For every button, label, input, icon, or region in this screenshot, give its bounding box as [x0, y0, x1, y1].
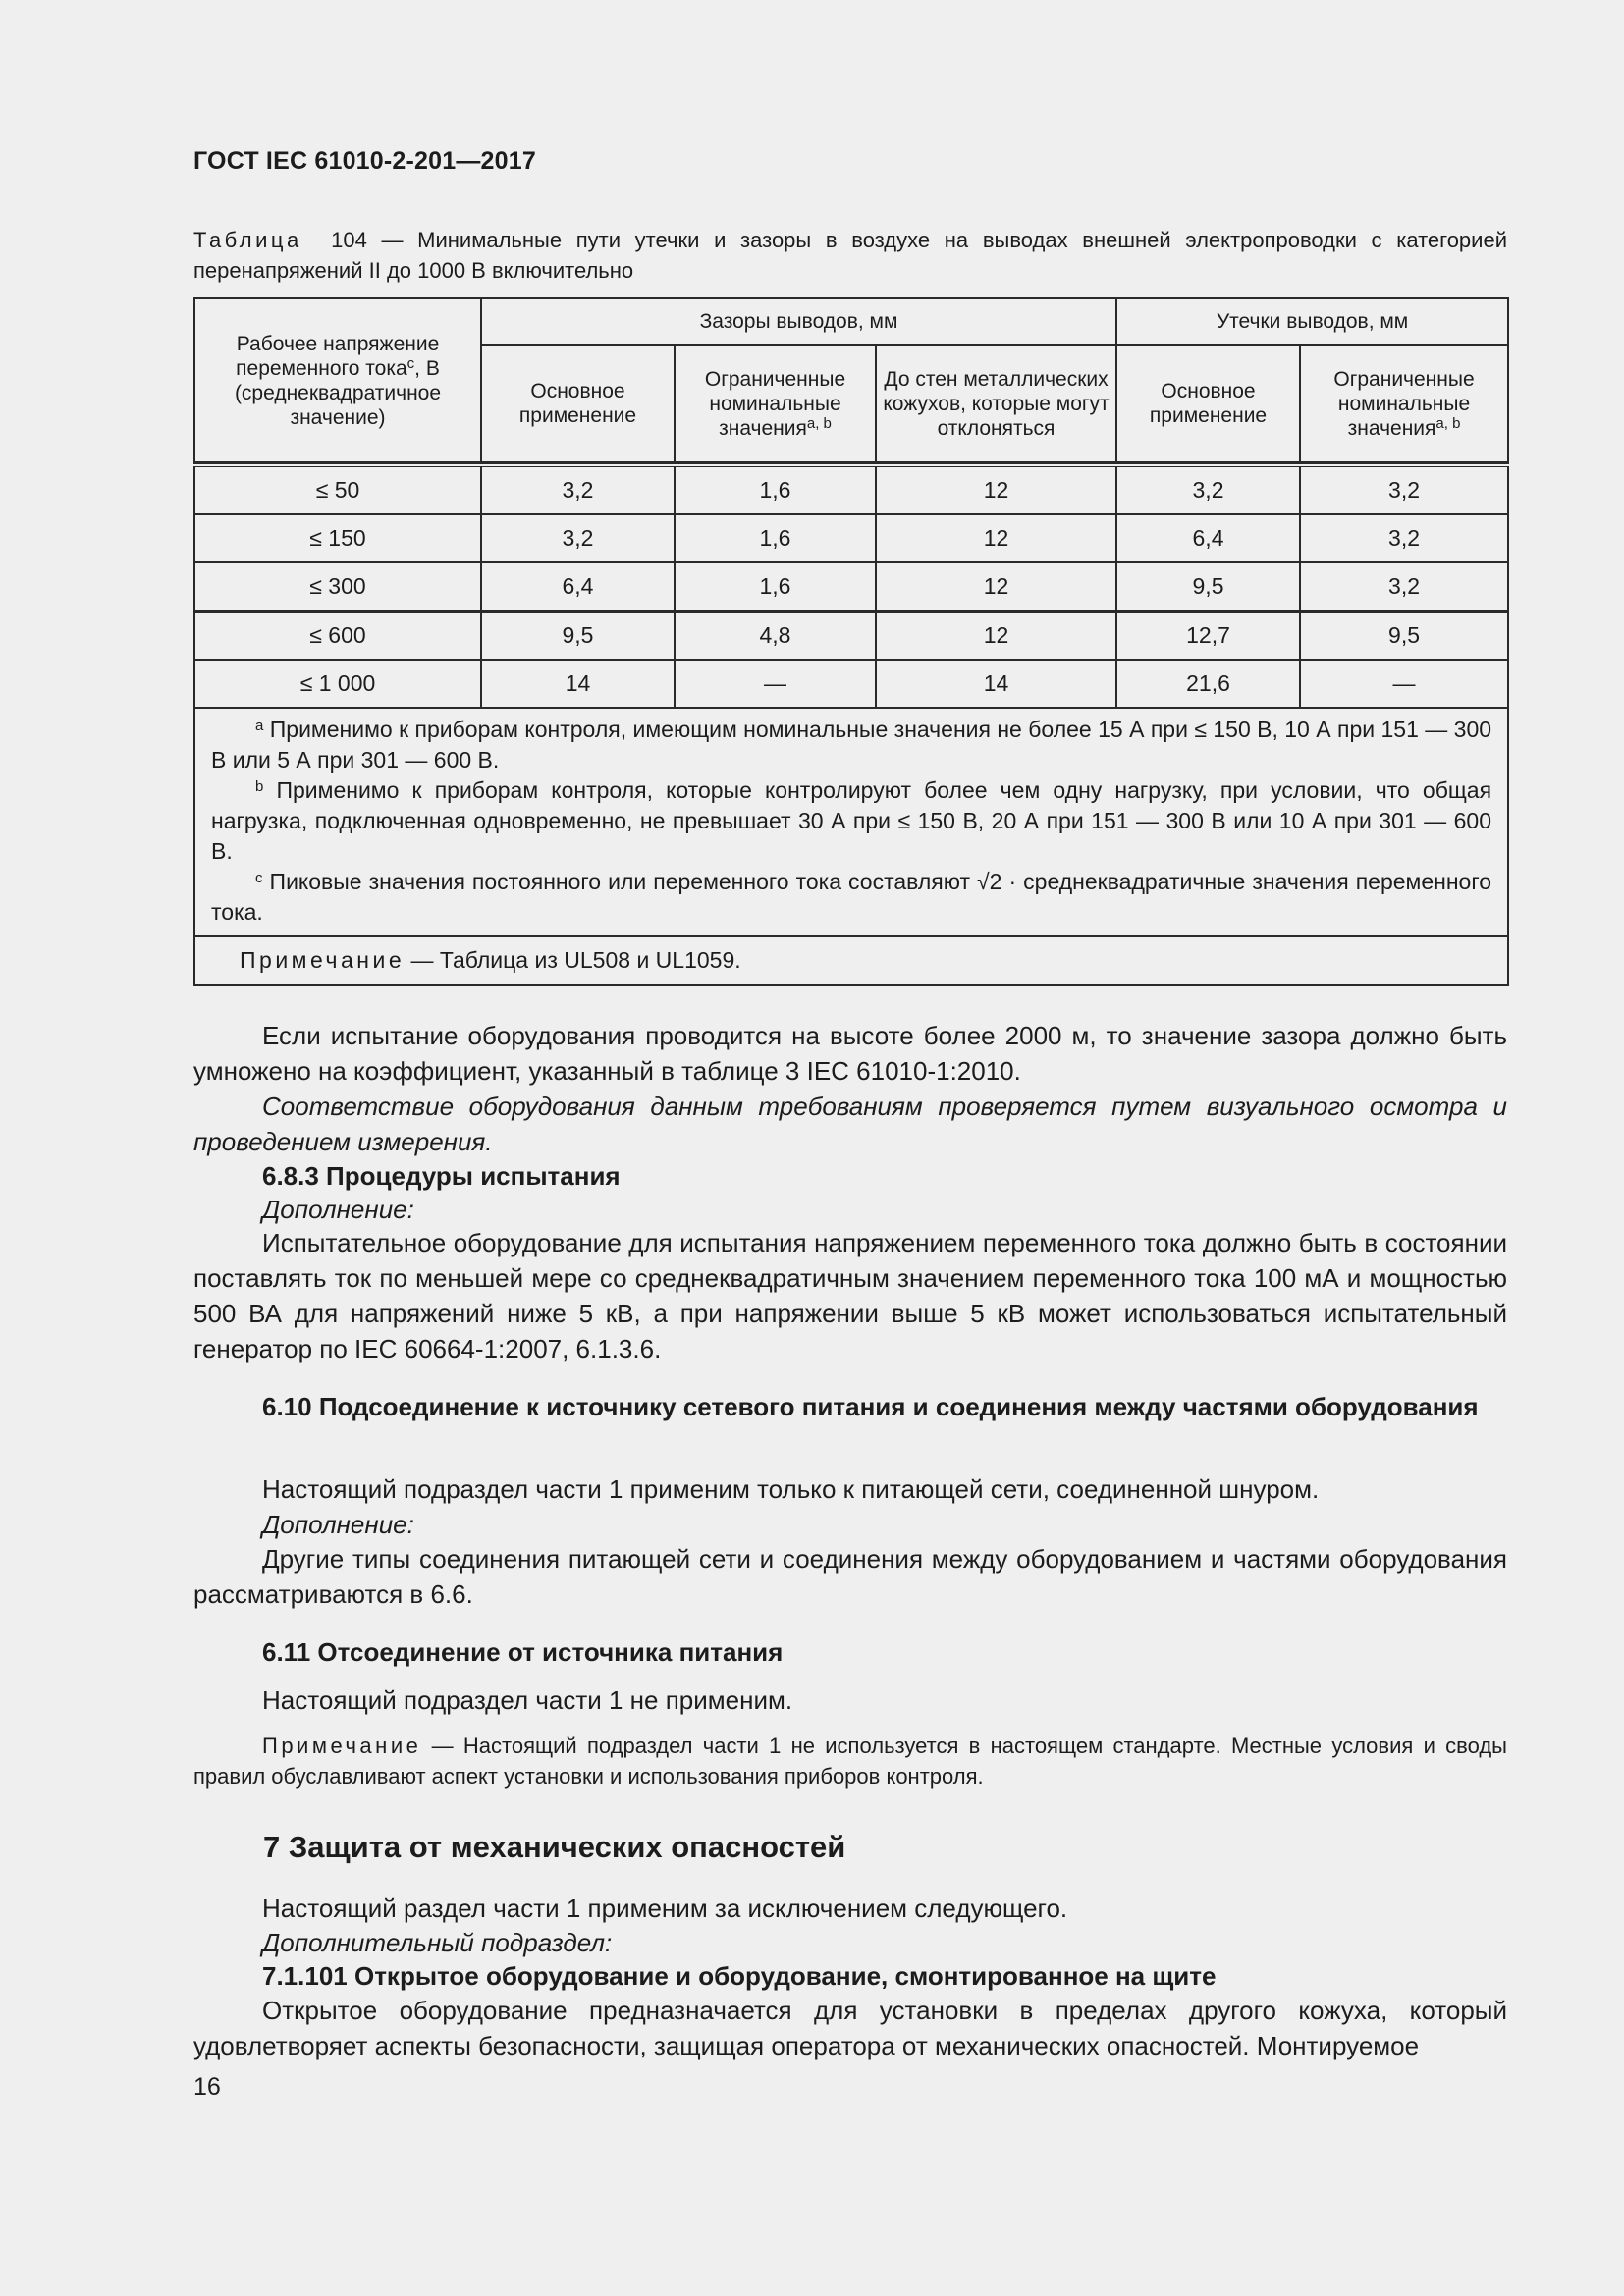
page-number: 16 [193, 2073, 221, 2101]
cell-voltage: ≤ 600 [194, 612, 481, 661]
header-clearance-basic: Основное применение [481, 345, 675, 462]
footnote-b: $^b$ Применимо к приборам контроля, которые контролируют более чем одну нагрузку, при условии, что общая нагрузка, подключенная одновременно, не превышает 30 А при ≤ 150 В, 20 А при 151 — 300 В или 10 А при 301 — 600 В. [211, 777, 1492, 864]
cell: 9,5 [481, 612, 675, 661]
header-creepage-basic: Основное применение [1116, 345, 1300, 462]
cell: 3,2 [1300, 562, 1508, 612]
cell: 6,4 [1116, 514, 1300, 562]
paragraph-7: Настоящий раздел части 1 применим за исключением следующего. [262, 1894, 1068, 1923]
cell: — [675, 660, 876, 708]
paragraph-test-equipment: Испытательное оборудование для испытания напряжением переменного тока должно быть в состоянии поставлять ток по меньшей мере со среднеквадратичным значением переменного тока 100 мА и мощностью 500 ВА для напряжений ниже 5 кВ, а при напряжении выше 5 кВ может использоваться испытательный генератор по IEC 60664-1:2007, 6.1.3.6. [193, 1228, 1507, 1363]
header-clearance-limited: Ограниченные номинальные значения$^{a, b}$ [675, 345, 876, 462]
additional-subsection-label: Дополнительный подраздел: [262, 1928, 613, 1957]
paragraph-6-10-addition: Другие типы соединения питающей сети и соединения между оборудованием и частями оборудования рассматриваются в 6.6. [193, 1544, 1507, 1609]
table-note: Примечание — Таблица из UL508 и UL1059. [194, 936, 1508, 985]
cell-voltage: ≤ 50 [194, 465, 481, 514]
cell: 12 [876, 612, 1116, 661]
table-caption-text: 104 — Минимальные пути утечки и зазоры в воздухе на выводах внешней электропроводки с категорией перенапряжений II до 1000 В включительно [193, 228, 1507, 283]
cell: 1,6 [675, 465, 876, 514]
cell: 6,4 [481, 562, 675, 612]
header-clearance-walls: До стен металлических кожухов, которые могут отклоняться [876, 345, 1116, 462]
heading-7-1-101: 7.1.101 Открытое оборудование и оборудование, смонтированное на щите [262, 1961, 1217, 1991]
cell-voltage: ≤ 1 000 [194, 660, 481, 708]
header-creepage-group: Утечки выводов, мм [1116, 298, 1508, 345]
footnote-c: $^c$ Пиковые значения постоянного или переменного тока составляют √2 · среднеквадратичные значения переменного тока. [211, 869, 1492, 925]
addition-label-2: Дополнение: [262, 1510, 414, 1539]
heading-6-11: 6.11 Отсоединение от источника питания [262, 1637, 784, 1667]
cell: 14 [481, 660, 675, 708]
cell: 9,5 [1300, 612, 1508, 661]
cell: — [1300, 660, 1508, 708]
table-row [194, 612, 1508, 661]
cell: 21,6 [1116, 660, 1300, 708]
heading-7: 7 Защита от механических опасностей [263, 1830, 846, 1864]
cell: 3,2 [481, 514, 675, 562]
note-6-11: Примечание — Настоящий подраздел части 1 не используется в настоящем стандарте. Местные условия и своды правил обуславливают аспект установки и использования приборов контроля. [193, 1734, 1507, 1789]
running-header: ГОСТ IEC 61010-2-201—2017 [193, 147, 536, 175]
cell: 9,5 [1116, 562, 1300, 612]
paragraph-7-1-101: Открытое оборудование предназначается для установки в пределах другого кожуха, который удовлетворяет аспекты безопасности, защищая оператора от механических опасностей. Монтируемое [193, 1996, 1507, 2060]
table-row [194, 660, 1508, 708]
header-voltage: Рабочее напряжение переменного тока$^c$, В (среднеквадратичное значение) [194, 298, 481, 462]
cell: 12 [876, 465, 1116, 514]
paragraph-6-10: Настоящий подраздел части 1 применим только к питающей сети, соединенной шнуром. [262, 1474, 1320, 1504]
cell: 14 [876, 660, 1116, 708]
header-creepage-limited: Ограниченные номинальные значения$^{a, b}$ [1300, 345, 1508, 462]
cell: 12 [876, 562, 1116, 612]
paragraph-compliance: Соответствие оборудования данным требованиям проверяется путем визуального осмотра и проведением измерения. [193, 1092, 1507, 1156]
footnote-a: $^a$ Применимо к приборам контроля, имеющим номинальные значения не более 15 А при ≤ 150 В, 10 А при 151 — 300 В или 5 А при 301 — 600 В. [211, 717, 1492, 773]
table-footnotes [194, 708, 1508, 936]
cell-voltage: ≤ 150 [194, 514, 481, 562]
paragraph-altitude: Если испытание оборудования проводится на высоте более 2000 м, то значение зазора должно быть умножено на коэффициент, указанный в таблице 3 IEC 61010-1:2010. [193, 1021, 1507, 1086]
cell-voltage: ≤ 300 [194, 562, 481, 612]
heading-6-8-3: 6.8.3 Процедуры испытания [262, 1161, 621, 1191]
table-row [194, 514, 1508, 562]
cell: 3,2 [481, 465, 675, 514]
cell: 1,6 [675, 514, 876, 562]
cell: 12 [876, 514, 1116, 562]
header-clearance-group: Зазоры выводов, мм [481, 298, 1116, 345]
cell: 4,8 [675, 612, 876, 661]
cell: 3,2 [1300, 514, 1508, 562]
table-caption [193, 225, 1507, 286]
cell: 12,7 [1116, 612, 1300, 661]
clearance-creepage-table [193, 297, 1509, 986]
cell: 3,2 [1116, 465, 1300, 514]
table-row [194, 465, 1508, 514]
table-caption-label: Таблица [193, 228, 302, 252]
paragraph-6-11: Настоящий подраздел части 1 не применим. [262, 1685, 793, 1715]
addition-label-1: Дополнение: [262, 1195, 414, 1224]
cell: 1,6 [675, 562, 876, 612]
heading-6-10: 6.10 Подсоединение к источнику сетевого питания и соединения между частями оборудования [262, 1392, 1479, 1421]
table-row [194, 562, 1508, 612]
cell: 3,2 [1300, 465, 1508, 514]
